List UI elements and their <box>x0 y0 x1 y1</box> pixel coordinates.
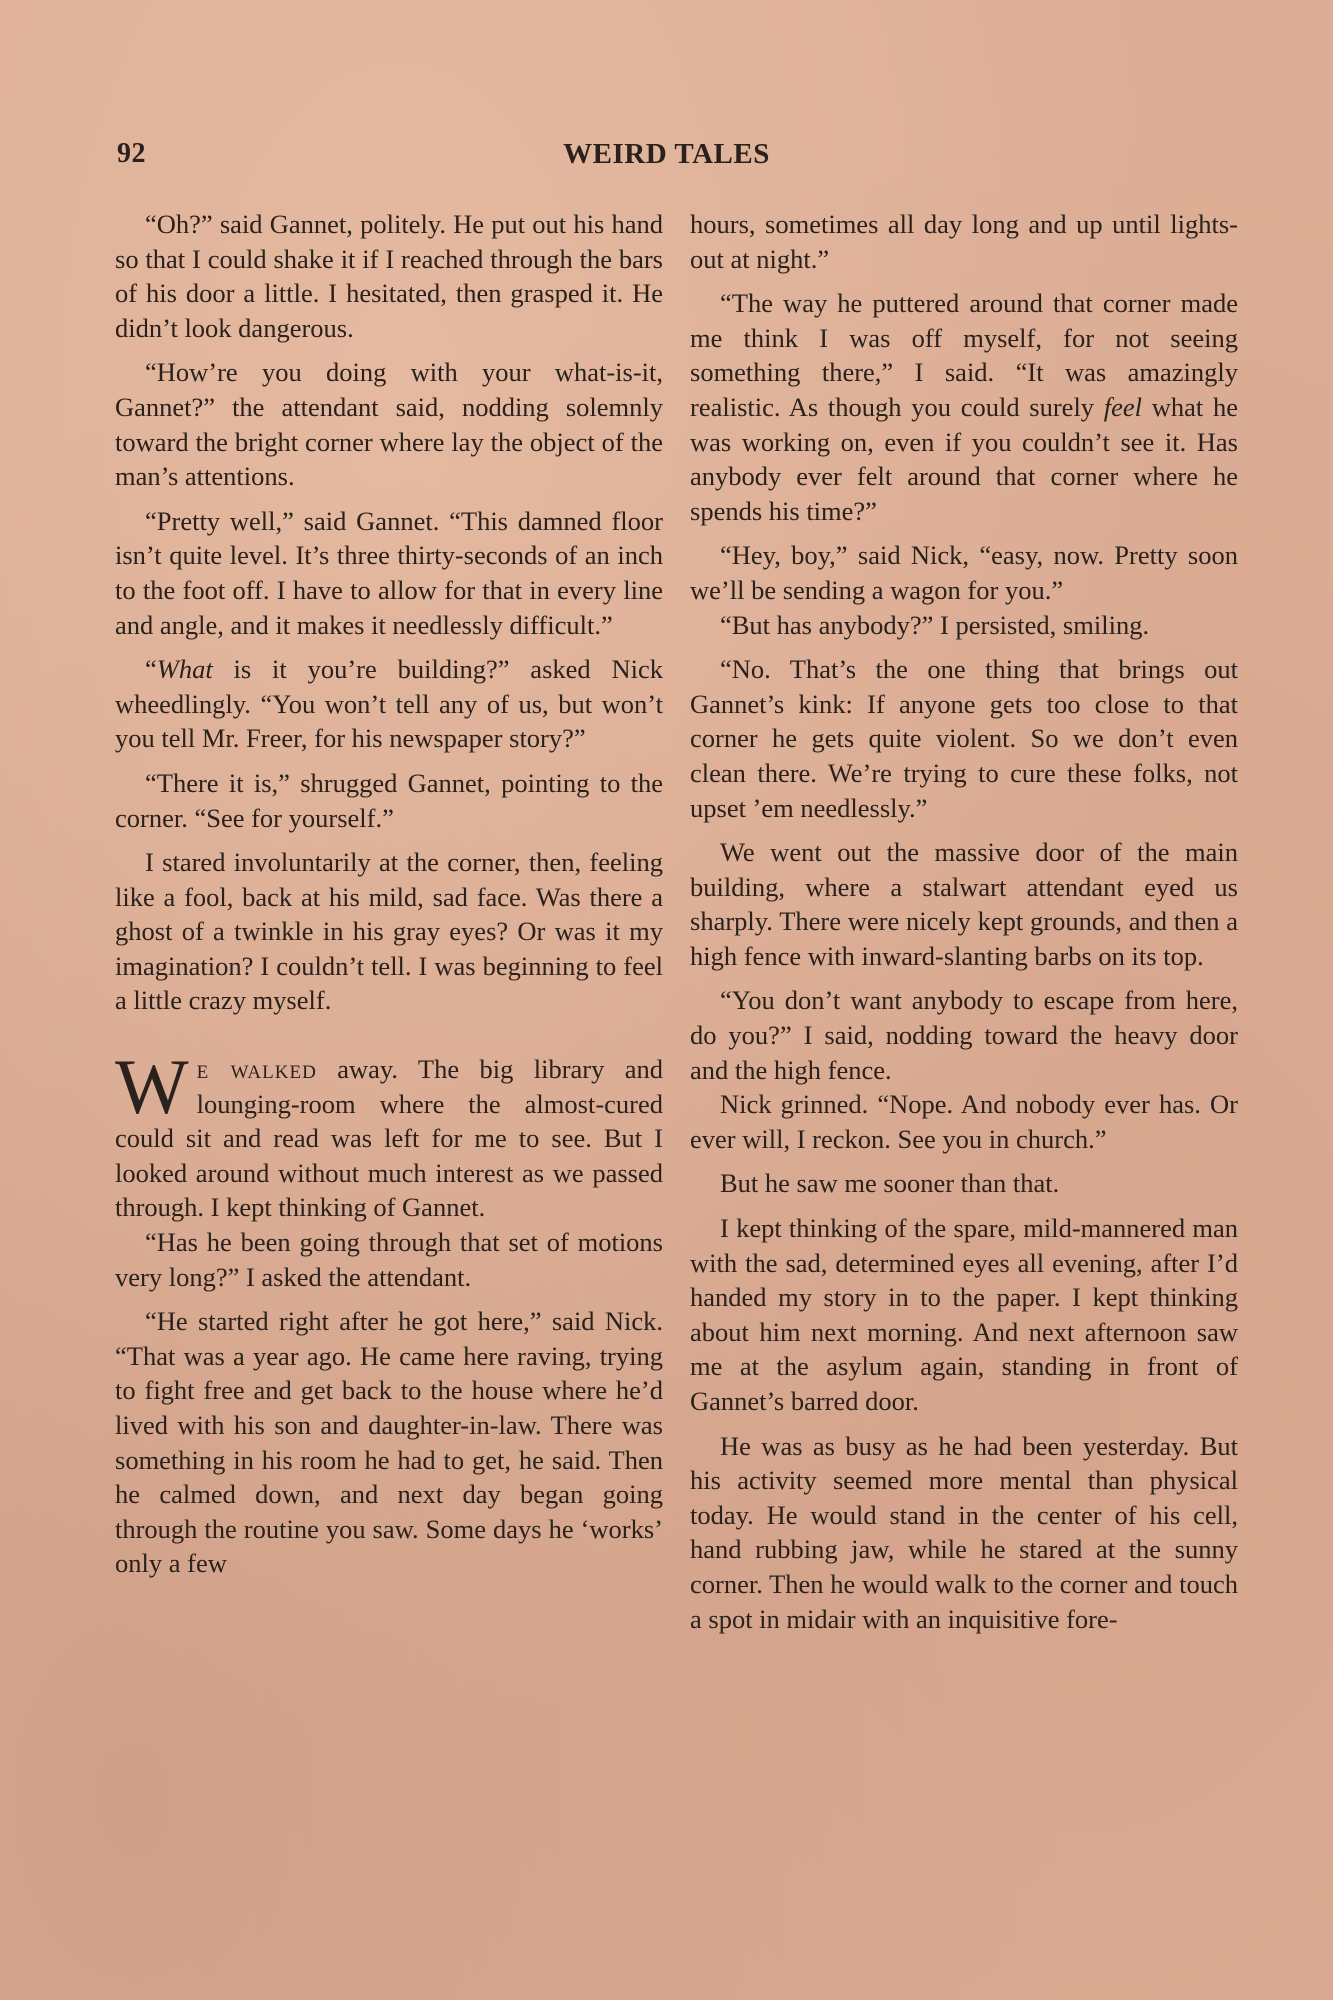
paragraph: I stared involuntarily at the corner, then, feeling like a fool, back at his mild, sad face. Was there a ghost of a twinkle in his gray eyes? Or was it my imagination? I couldn’t tell. I was beginning to feel a little crazy myself. <box>115 847 663 1016</box>
page-number: 92 <box>117 138 146 169</box>
paragraph: “There it is,” shrugged Gannet, pointing to the corner. “See for yourself.” <box>115 767 663 833</box>
paragraph-rest: away. The big library and lounging-room where the almost-cured could sit and read was left for me to see. But I looked around without much interest as we passed through. I kept thinking of Gannet. <box>115 1054 663 1223</box>
paragraph: “Pretty well,” said Gannet. “This damned floor isn’t quite level. It’s three thirty-seconds of an inch to the foot off. I have to allow for that in every line and angle, and it makes it needlessly difficult.” <box>115 505 663 640</box>
small-caps-lead: e walked <box>196 1054 317 1085</box>
paragraph: Nick grinned. “Nope. And nobody ever has. Or ever will, I reckon. See you in church.” <box>690 1089 1238 1154</box>
italic-word: feel <box>1103 391 1143 422</box>
paragraph: “But has anybody?” I persisted, smiling. <box>720 609 1150 640</box>
paragraph: I kept thinking of the spare, mild-mannered man with the sad, determined eyes all evening, after I’d handed my story in to the paper. I kept thinking about him next morning. And next afternoon saw me at the asylum again, standing in front of Gannet’s barred door. <box>690 1213 1238 1416</box>
paragraph: But he saw me sooner than that. <box>720 1168 1060 1199</box>
paragraph-start: “The way he puttered around that corner made me think I was off myself, for not seeing something there,” I said. “It was amazingly realistic. As though you could surely <box>690 288 1238 422</box>
paragraph: We went out the massive door of the main building, where a stalwart attendant eyed us sharply. There were nicely kept grounds, and then a high fence with inward-slanting barbs on its top. <box>690 837 1238 971</box>
paragraph: “No. That’s the one thing that brings out Gannet’s kink: If anyone gets too close to that corner he gets quite violent. So we don’t even clean there. We’re trying to cure these folks, not upset ’em needlessly.” <box>690 654 1238 823</box>
drop-cap: W <box>115 1043 189 1131</box>
paragraph: “You don’t want anybody to escape from here, do you?” I said, nodding toward the heavy door and the high fence. <box>690 985 1238 1085</box>
section-opening-paragraph <box>115 1043 663 1225</box>
paragraph-rest: is it you’re building?” asked Nick wheedlingly. “You won’t tell any of us, but won’t you tell Mr. Freer, for his newspaper story?” <box>115 654 663 754</box>
paragraph: “Has he been going through that set of motions very long?” I asked the attendant. <box>115 1227 663 1292</box>
paragraph: He was as busy as he had been yesterday. But his activity seemed more mental than physical today. He would stand in the center of his cell, hand rubbing jaw, while he stared at the sunny corner. Then he would walk to the corner and touch a spot in midair with an inquisitive fore- <box>690 1430 1238 1634</box>
paragraph: “Hey, boy,” said Nick, “easy, now. Pretty soon we’ll be sending a wagon for you.” <box>690 540 1238 605</box>
open-quote: “ <box>145 654 157 685</box>
paragraph: “Oh?” said Gannet, politely. He put out his hand so that I could shake it if I reached through the bars of his door a little. I hesitated, then grasped it. He didn’t look dangerous. <box>115 209 663 343</box>
left-column <box>115 207 663 1581</box>
paragraph-rest: what he was working on, even if you couldn’t see it. Has anybody ever felt around that corner where he spends his time?” <box>690 391 1238 526</box>
paragraph-continued: hours, sometimes all day long and up until lights-out at night.” <box>690 209 1238 274</box>
right-column <box>690 207 1238 1636</box>
paragraph: “He started right after he got here,” said Nick. “That was a year ago. He came here raving, trying to fight free and get back to the house where he’d lived with his son and daughter-in-law. There was something in his room he had to get, he said. Then he calmed down, and next day began going through the routine you saw. Some days he ‘works’ only a few <box>115 1306 663 1579</box>
italic-word: What <box>156 654 213 685</box>
running-head: WEIRD TALES <box>563 138 770 170</box>
paragraph <box>115 652 663 756</box>
paragraph: “How’re you doing with your what-is-it, Gannet?” the attendant said, nodding solemnly toward the bright corner where lay the object of the man’s attentions. <box>115 357 663 492</box>
paragraph <box>690 286 1238 528</box>
